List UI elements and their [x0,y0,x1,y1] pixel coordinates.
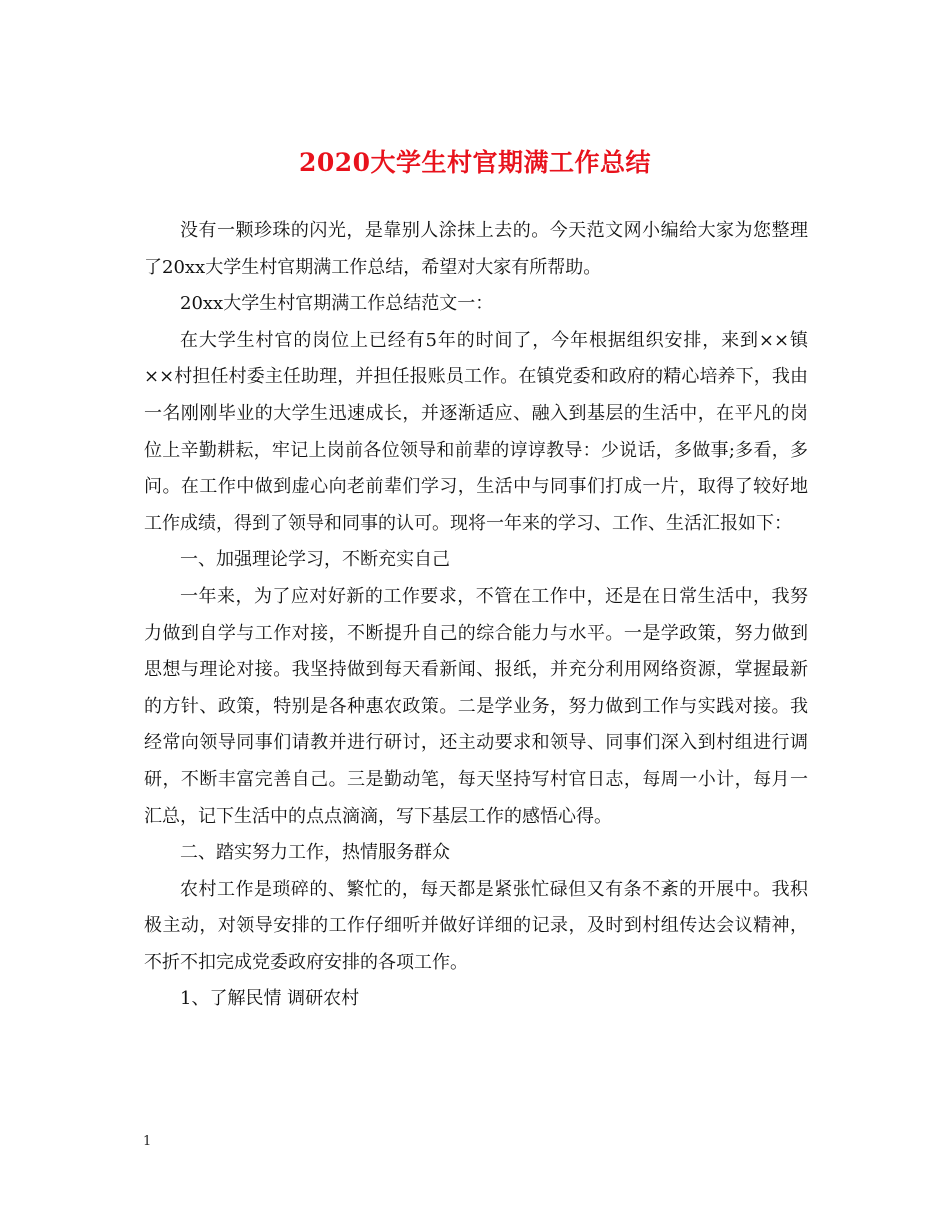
document-title: 2020大学生村官期满工作总结 [298,148,652,177]
paragraph-intro: 没有一颗珍珠的闪光，是靠别人涂抹上去的。今天范文网小编给大家为您整理了20xx大学生村官期满工作总结，希望对大家有所帮助。 [144,220,808,278]
section-heading-serve-masses: 二、踏实努力工作，热情服务群众 [180,842,450,864]
page-number: 1 [143,1134,152,1149]
paragraph-sample-heading: 20xx大学生村官期满工作总结范文一： [180,293,494,315]
paragraph-theory-study: 一年来，为了应对好新的工作要求，不管在工作中，还是在日常生活中，我努力做到自学与工作对接，不断提升自己的综合能力与水平。一是学政策，努力做到思想与理论对接。我坚持做到每天看新闻、报纸，并充分利用网络资源，掌握最新的方针、政策，特别是各种惠农政策。二是学业务，努力做到工作与实践对接。我经常向领导同事们请教并进行研讨，还主动要求和领导、同事们深入到村组进行调研，不断丰富完善自己。三是勤动笔，每天坚持写村官日志，每周一小计，每月一汇总，记下生活中的点点滴滴，写下基层工作的感悟心得。 [144,585,808,827]
paragraph-overview: 在大学生村官的岗位上已经有5年的时间了，今年根据组织安排，来到××镇××村担任村委主任助理，并担任报账员工作。在镇党委和政府的精心培养下，我由一名刚刚毕业的大学生迅速成长，并逐渐适应、融入到基层的生活中，在平凡的岗位上辛勤耕耘，牢记上岗前各位领导和前辈的谆谆教导：少说话，多做事;多看，多问。在工作中做到虚心向老前辈们学习，生活中与同事们打成一片，取得了较好地工作成绩，得到了领导和同事的认可。现将一年来的学习、工作、生活汇报如下： [144,329,808,534]
subsection-heading-understand-people: 1、了解民情 调研农村 [180,988,360,1010]
section-heading-theory-study: 一、加强理论学习，不断充实自己 [180,549,450,571]
paragraph-rural-work: 农村工作是琐碎的、繁忙的，每天都是紧张忙碌但又有条不紊的开展中。我积极主动，对领导安排的工作仔细听并做好详细的记录，及时到村组传达会议精神，不折不扣完成党委政府安排的各项工作。 [144,878,808,973]
document-body [144,213,808,1018]
